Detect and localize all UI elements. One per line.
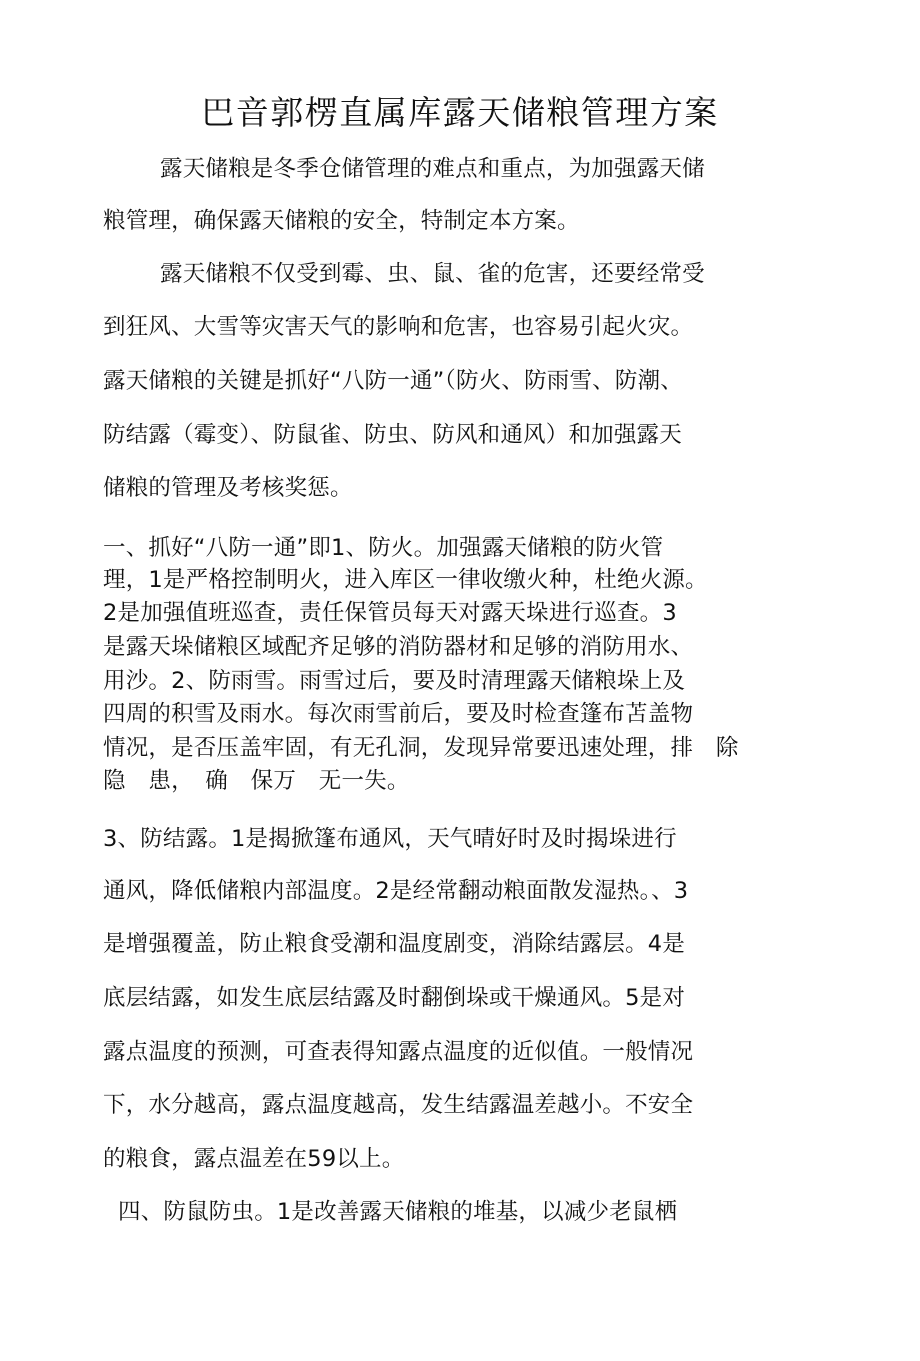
risk-line-4: 防结露（霉变）、防鼠雀、防虫、防风和通风）和加强露天	[103, 422, 682, 448]
section1-line-1: 一、抓好“八防一通”即1、防火。加强露天储粮的防火管	[103, 535, 664, 561]
risk-line-2: 到狂风、大雪等灾害天气的影响和危害，也容易引起火灾。	[103, 314, 694, 340]
section1-line-4: 是露天垛储粮区域配齐足够的消防器材和足够的消防用水、	[103, 634, 694, 660]
section3-line-6: 下，水分越高，露点温度越高，发生结露温差越小。不安全	[103, 1092, 694, 1118]
risk-line-5: 储粮的管理及考核奖惩。	[103, 475, 353, 501]
section1-line-8: 隐 患， 确 保万 无一失。	[103, 768, 410, 794]
section1-line-2: 理，1是严格控制明火，进入库区一律收缴火种，杜绝火源。	[103, 567, 708, 593]
section3-line-5: 露点温度的预测，可查表得知露点温度的近似值。一般情况	[103, 1039, 694, 1065]
section3-line-3: 是增强覆盖，防止粮食受潮和温度剧变，消除结露层。4是	[103, 931, 686, 957]
section1-line-7: 情况，是否压盖牢固，有无孔洞，发现异常要迅速处理，排 除	[103, 735, 739, 761]
section3-line-7: 的粮食，露点温差在59以上。	[103, 1146, 405, 1172]
risk-line-1: 露天储粮不仅受到霉、虫、鼠、雀的危害，还要经常受	[160, 261, 705, 287]
section3-line-2: 通风，降低储粮内部温度。2是经常翻动粮面散发湿热。、3	[103, 878, 689, 904]
section1-line-5: 用沙。2、防雨雪。雨雪过后，要及时清理露天储粮垛上及	[103, 668, 686, 694]
section4-line-1: 四、防鼠防虫。1是改善露天储粮的堆基，以减少老鼠栖	[118, 1199, 678, 1225]
intro-line-1: 露天储粮是冬季仓储管理的难点和重点，为加强露天储	[160, 156, 705, 182]
section3-line-1: 3、防结露。1是揭掀篷布通风，天气晴好时及时揭垛进行	[103, 826, 677, 852]
document-title: 巴音郭楞直属库露天储粮管理方案	[201, 93, 719, 132]
section1-line-3: 2是加强值班巡查，责任保管员每天对露天垛进行巡查。3	[103, 600, 677, 626]
intro-line-2: 粮管理，确保露天储粮的安全，特制定本方案。	[103, 208, 580, 234]
section1-line-6: 四周的积雪及雨水。每次雨雪前后，要及时检查篷布苫盖物	[103, 701, 694, 727]
section3-line-4: 底层结露，如发生底层结露及时翻倒垛或干燥通风。5是对	[103, 985, 686, 1011]
risk-line-3: 露天储粮的关键是抓好“八防一通”（防火、防雨雪、防潮、	[103, 368, 683, 394]
